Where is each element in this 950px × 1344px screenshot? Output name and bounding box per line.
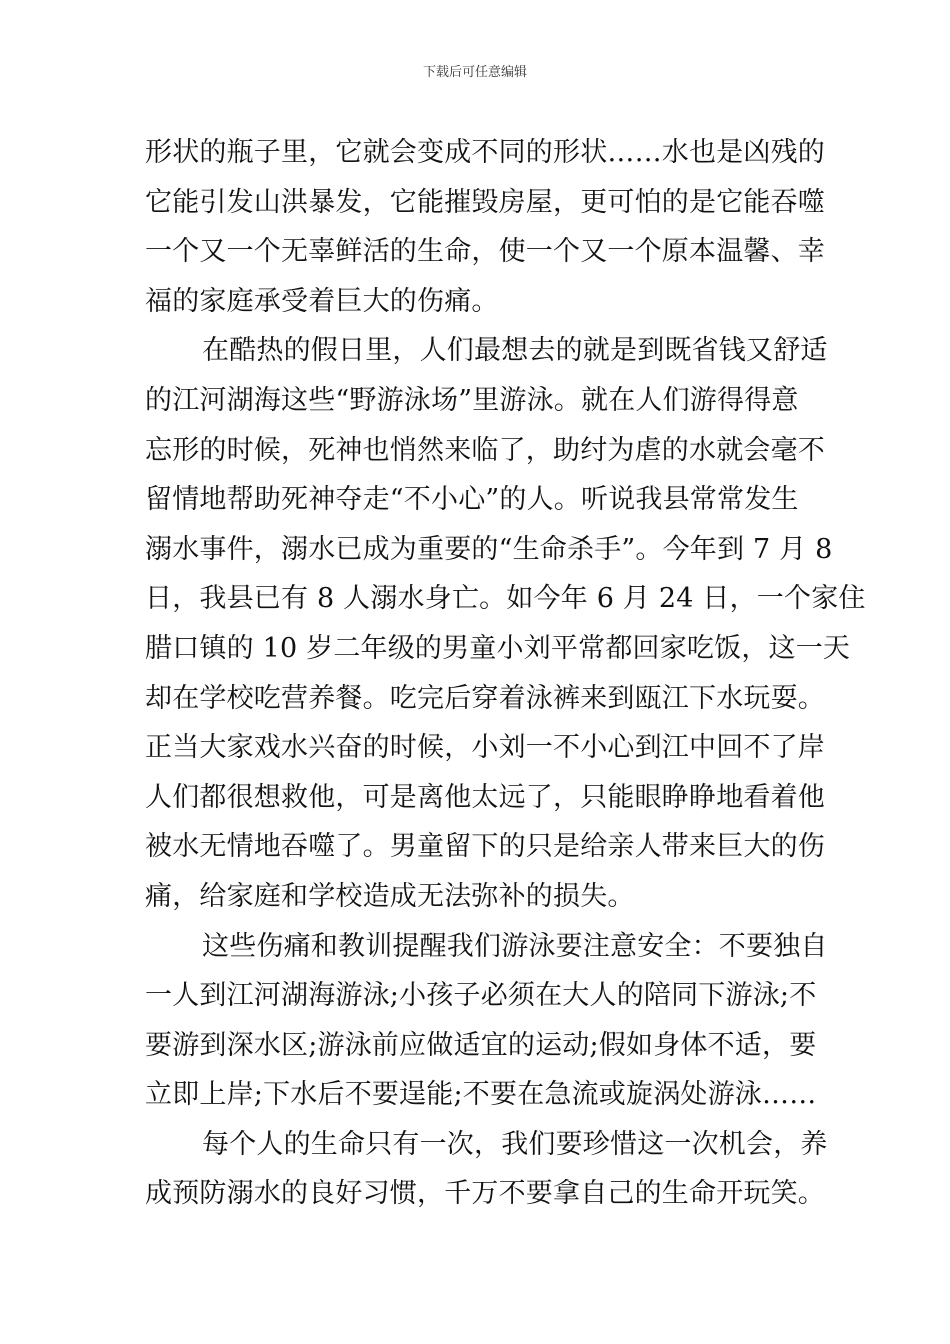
text-line: 立即上岸;下水后不要逞能;不要在急流或旋涡处游泳……: [145, 1079, 817, 1111]
document-body: [145, 128, 866, 1219]
text-line: 忘形的时候，死神也悄然来临了，助纣为虐的水就会毫不: [145, 434, 825, 466]
text-line: 腊口镇的 10 岁二年级的男童小刘平常都回家吃饭，这一天: [145, 632, 851, 664]
text-line: 一个又一个无辜鲜活的生命，使一个又一个原本温馨、幸: [145, 236, 825, 268]
paragraph-first-line: 这些伤痛和教训提醒我们游泳要注意安全：不要独自: [202, 930, 828, 962]
text-line: 溺水事件，溺水已成为重要的“生命杀手”。今年到 7 月 8: [145, 533, 833, 565]
text-line: 却在学校吃营养餐。吃完后穿着泳裤来到瓯江下水玩耍。: [145, 682, 825, 714]
text-line: 形状的瓶子里，它就会变成不同的形状……水也是凶残的: [145, 137, 825, 168]
text-line: 日，我县已有 8 人溺水身亡。如今年 6 月 24 日，一个家住: [145, 583, 866, 615]
text-line: 的江河湖海这些“野游泳场”里游泳。就在人们游得得意: [145, 384, 799, 416]
text-line: 福的家庭承受着巨大的伤痛。: [145, 285, 499, 317]
text-line: 留情地帮助死神夺走“不小心”的人。听说我县常常发生: [145, 484, 799, 516]
paragraph-first-line: 每个人的生命只有一次，我们要珍惜这一次机会，养: [202, 1128, 828, 1160]
text-line: 正当大家戏水兴奋的时候，小刘一不小心到江中回不了岸: [145, 732, 825, 764]
paragraph-first-line: 在酷热的假日里，人们最想去的就是到既省钱又舒适: [202, 335, 828, 367]
text-line: 痛，给家庭和学校造成无法弥补的损失。: [145, 880, 635, 912]
text-line: 成预防溺水的良好习惯，千万不要拿自己的生命开玩笑。: [145, 1178, 825, 1210]
text-line: 人们都很想救他，可是离他太远了，只能眼睁睁地看着他: [145, 781, 825, 813]
text-line: 要游到深水区;游泳前应做适宜的运动;假如身体不适，要: [145, 1029, 817, 1061]
text-line: 一人到江河湖海游泳;小孩子必须在大人的陪同下游泳;不: [145, 980, 817, 1012]
text-line: 它能引发山洪暴发，它能摧毁房屋，更可怕的是它能吞噬: [145, 186, 825, 218]
text-line: 被水无情地吞噬了。男童留下的只是给亲人带来巨大的伤: [145, 831, 825, 863]
page-header: 下载后可任意编辑: [422, 65, 527, 80]
